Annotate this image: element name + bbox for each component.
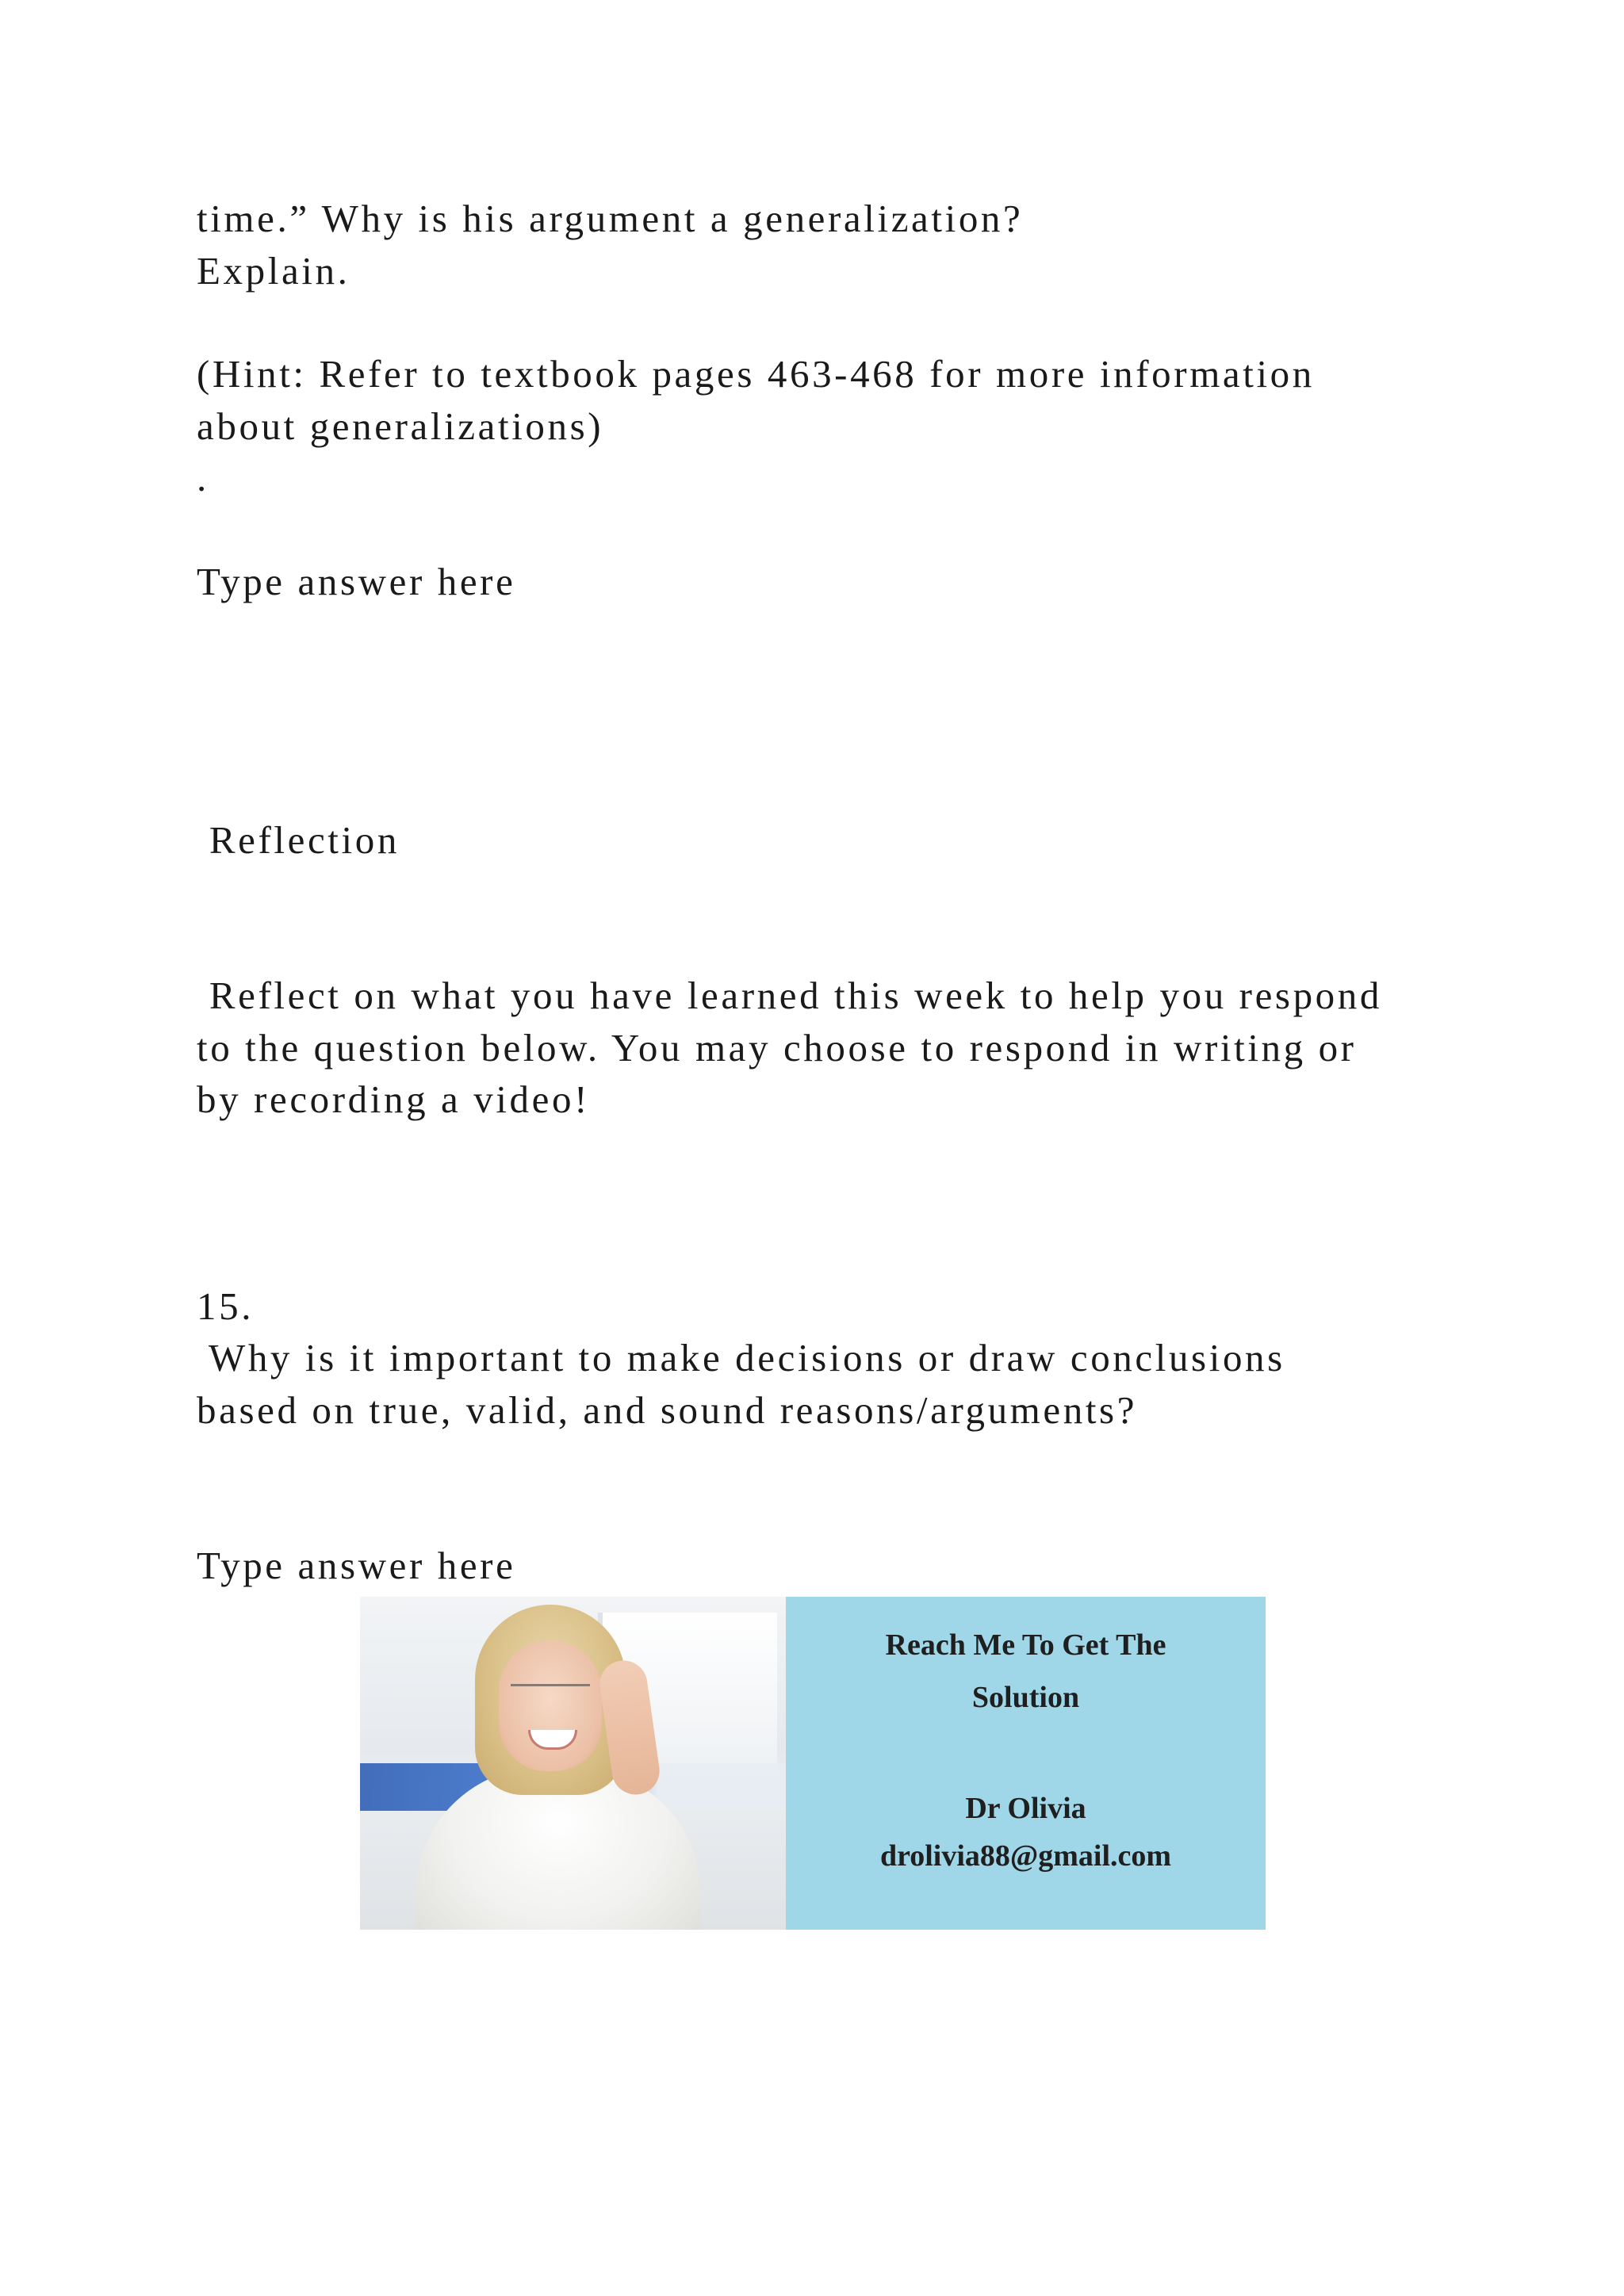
- text-line-period: .: [197, 456, 209, 499]
- text-line-explain: Explain.: [197, 249, 350, 293]
- section-heading-reflection: Reflection: [197, 818, 400, 862]
- text-line-question-15-cont: based on true, valid, and sound reasons/arguments?: [197, 1388, 1138, 1432]
- text-line-reflect-2: to the question below. You may choose to respond in writing or: [197, 1026, 1357, 1070]
- contact-banner: [360, 1597, 1266, 1930]
- woman-photo: [360, 1597, 786, 1930]
- contact-card: [786, 1597, 1266, 1930]
- text-line-reflect: Reflect on what you have learned this week to help you respond: [197, 974, 1382, 1017]
- text-line-question-end: time.” Why is his argument a generalization?: [197, 197, 1024, 240]
- banner-name: Dr Olivia: [965, 1792, 1086, 1825]
- banner-headline: Reach Me To Get The: [885, 1628, 1166, 1662]
- answer-placeholder-2: Type answer here: [197, 1544, 516, 1587]
- question-number-15: 15.: [197, 1284, 255, 1328]
- banner-email: drolivia88@gmail.com: [879, 1839, 1172, 1873]
- text-line-hint: (Hint: Refer to textbook pages 463-468 for more information: [197, 352, 1315, 396]
- text-line-reflect-3: by recording a video!: [197, 1077, 591, 1121]
- banner-headline-2: Solution: [971, 1681, 1080, 1714]
- text-line-question-15: Why is it important to make decisions or draw conclusions: [197, 1336, 1285, 1380]
- text-line-hint-continued: about generalizations): [197, 404, 604, 448]
- answer-placeholder-1: Type answer here: [197, 560, 516, 603]
